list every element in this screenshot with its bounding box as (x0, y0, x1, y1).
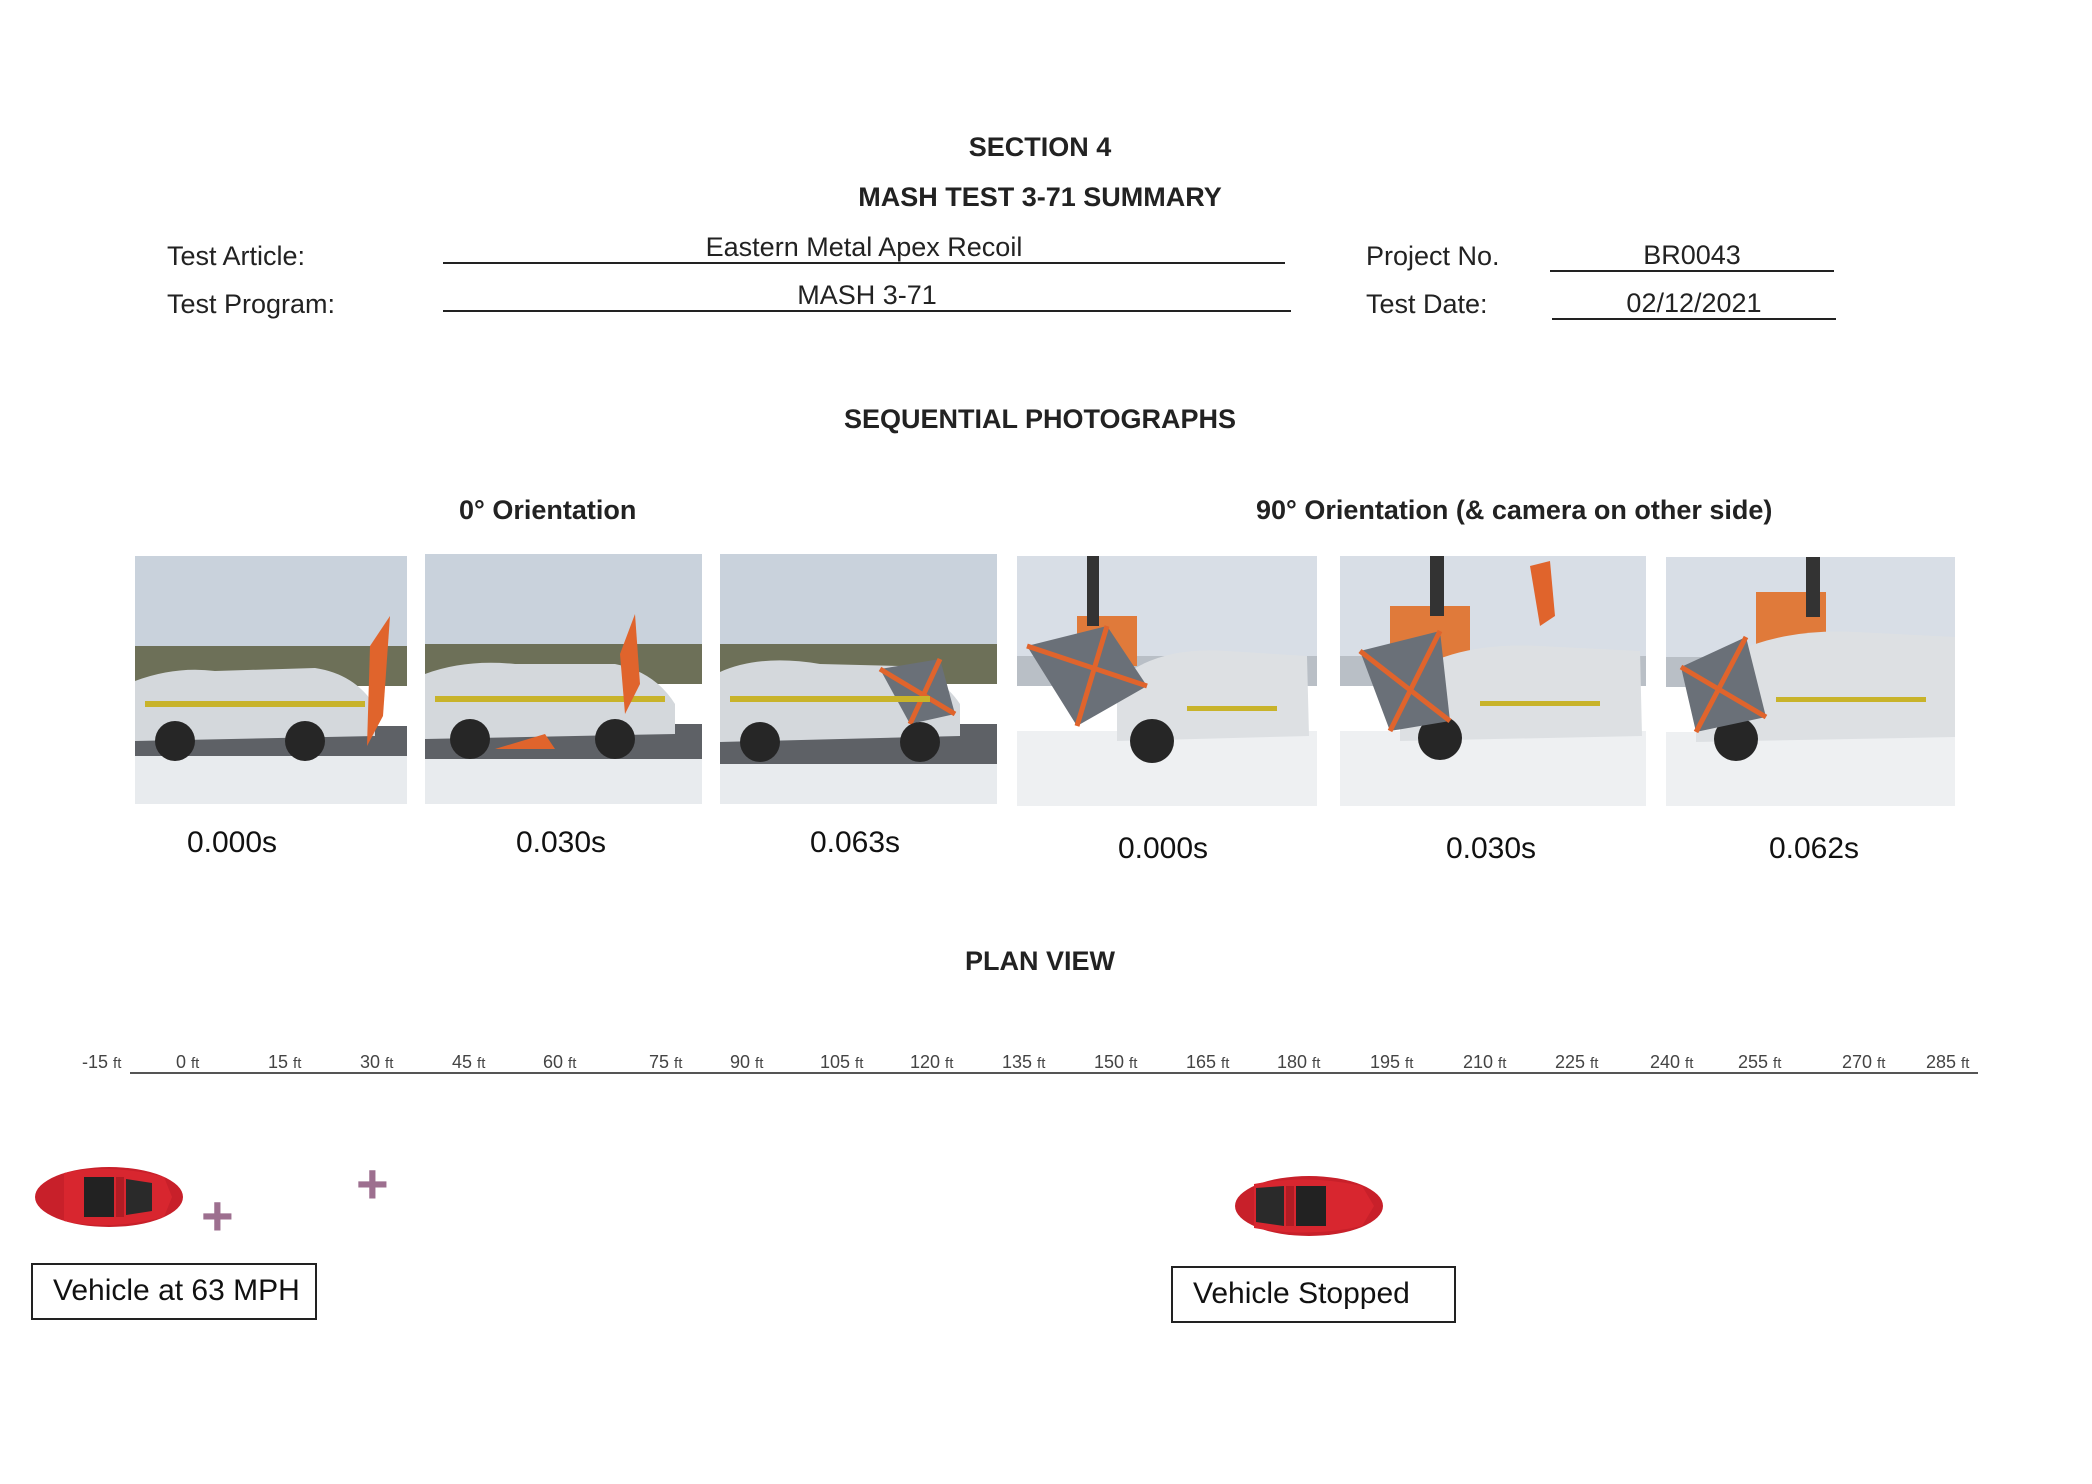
test-article-label: Test Article: (167, 241, 306, 271)
project-no-value: BR0043 (1550, 240, 1834, 272)
ruler-tick-label: 165 ft (1186, 1052, 1230, 1072)
ruler-tick-label: 105 ft (820, 1052, 864, 1072)
ruler-tick-label: 90 ft (730, 1052, 764, 1072)
photo-0deg-frame-3 (720, 554, 997, 804)
ruler-tick-label: 135 ft (1002, 1052, 1046, 1072)
photo-0deg-frame-1 (135, 556, 407, 804)
test-date-label: Test Date: (1366, 289, 1488, 319)
ruler-tick-label: 30 ft (360, 1052, 394, 1072)
frame-time-caption: 0.000s (1117, 832, 1209, 865)
test-program-label: Test Program: (167, 289, 336, 319)
impact-marker-cross: + (356, 1152, 389, 1215)
ruler-tick-label: 150 ft (1094, 1052, 1138, 1072)
ruler-tick-label: 195 ft (1370, 1052, 1414, 1072)
test-date-value: 02/12/2021 (1552, 288, 1836, 320)
frame-time-caption: 0.000s (186, 826, 278, 859)
ruler-tick-label: 180 ft (1277, 1052, 1321, 1072)
vehicle-stopped-icon (1233, 1172, 1385, 1237)
project-no-label: Project No. (1366, 241, 1500, 271)
ruler-tick-label: 225 ft (1555, 1052, 1599, 1072)
ruler-tick-label: -15 ft (82, 1052, 122, 1072)
ruler-tick-label: 45 ft (452, 1052, 486, 1072)
distance-ruler-line (130, 1072, 1978, 1074)
test-program-value: MASH 3-71 (443, 280, 1291, 312)
vehicle-start-label: Vehicle at 63 MPH (31, 1263, 317, 1320)
ruler-tick-label: 240 ft (1650, 1052, 1694, 1072)
ruler-tick-label: 0 ft (176, 1052, 200, 1072)
frame-time-caption: 0.030s (1445, 832, 1537, 865)
photo-90deg-frame-1 (1017, 556, 1317, 806)
ruler-tick-label: 15 ft (268, 1052, 302, 1072)
ruler-tick-label: 255 ft (1738, 1052, 1782, 1072)
plan-view-heading: PLAN VIEW (964, 946, 1115, 976)
frame-time-caption: 0.062s (1768, 832, 1860, 865)
ruler-tick-label: 285 ft (1926, 1052, 1970, 1072)
photo-90deg-frame-2 (1340, 556, 1646, 806)
orientation-90-heading: 90° Orientation (& camera on other side) (1256, 495, 1773, 525)
photo-90deg-frame-3 (1666, 557, 1955, 806)
impact-marker-cross: + (201, 1184, 234, 1247)
vehicle-stopped-label: Vehicle Stopped (1171, 1266, 1456, 1323)
ruler-tick-label: 75 ft (649, 1052, 683, 1072)
frame-time-caption: 0.063s (809, 826, 901, 859)
ruler-tick-label: 60 ft (543, 1052, 577, 1072)
summary-title: MASH TEST 3-71 SUMMARY (858, 182, 1222, 212)
orientation-0-heading: 0° Orientation (459, 495, 637, 525)
frame-time-caption: 0.030s (515, 826, 607, 859)
photo-0deg-frame-2 (425, 554, 702, 804)
ruler-tick-label: 120 ft (910, 1052, 954, 1072)
ruler-tick-label: 210 ft (1463, 1052, 1507, 1072)
vehicle-start-icon (34, 1163, 184, 1228)
ruler-tick-label: 270 ft (1842, 1052, 1886, 1072)
section-heading: SECTION 4 (968, 132, 1112, 162)
sequential-photos-heading: SEQUENTIAL PHOTOGRAPHS (843, 404, 1237, 434)
test-article-value: Eastern Metal Apex Recoil (443, 232, 1285, 264)
